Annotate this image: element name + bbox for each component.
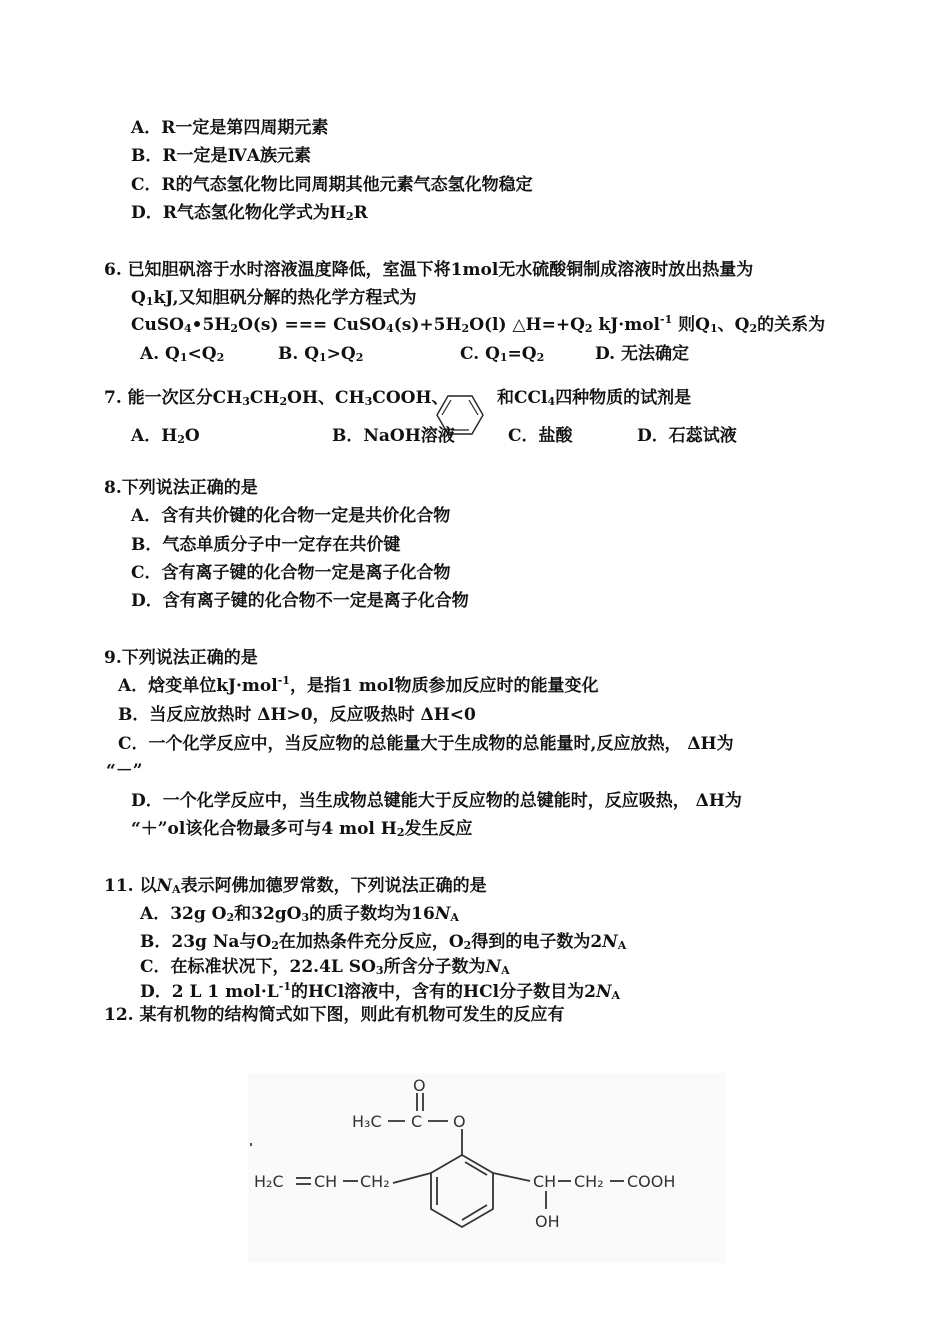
stray-mark <box>250 1143 252 1146</box>
q9-option-a: A．焓变单位kJ·mol$^{-1}$，是指1 mol物质参加反应时的能量变化 <box>118 674 599 696</box>
structure-o-ester: O <box>453 1112 466 1131</box>
q7-stem: 7. 能一次区分$CH_3CH_2OH$、$CH_3COOH$、 <box>104 388 449 408</box>
q7-option-d: D．石蕊试液 <box>637 426 737 446</box>
q6-stem-line1: 6. 已知胆矾溶于水时溶液温度降低，室温下将1mol无水硫酸铜制成溶液时放出热量为 <box>104 260 754 280</box>
q8-option-b: B．气态单质分子中一定存在共价键 <box>131 535 401 555</box>
q5-option-d: D．R气态氢化物化学式为$H_2R$ <box>131 203 368 223</box>
structure-ch-right: CH <box>533 1172 557 1191</box>
structure-oh: OH <box>535 1212 560 1231</box>
q9-option-d-line1: D．一个化学反应中，当生成物总键能大于反应物的总键能时，反应吸热， ΔH为 <box>131 791 742 811</box>
q9-option-c-line2: “－” <box>106 761 143 781</box>
q7-stem-end: 和CCl$_4$四种物质的试剂是 <box>497 388 692 408</box>
q12-stem: 12. 某有机物的结构简式如下图，则此有机物可发生的反应有 <box>104 1005 565 1025</box>
q6-option-c: C. $Q_1=Q_2$ <box>460 344 545 364</box>
structure-h2c: H₂C <box>254 1172 284 1191</box>
q7-option-b: B．NaOH溶液 <box>332 426 455 446</box>
q6-equation: $CuSO_4•5H_2O(s)$ === $CuSO_4(s)+5H_2O(l)$ $\triangle H=+Q_2$ kJ·mol$^{-1}$ 则$Q_1$、$Q_2$的关系为 <box>131 313 826 335</box>
q11-stem: 11. 以$N_A$表示阿佛加德罗常数，下列说法正确的是 <box>104 876 487 896</box>
q5-option-a: A．R一定是第四周期元素 <box>131 118 329 138</box>
q8-option-a: A．含有共价键的化合物一定是共价化合物 <box>131 506 451 526</box>
q6-stem-line2: $Q_1kJ$,又知胆矾分解的热化学方程式为 <box>131 288 417 308</box>
q9-stem: 9.下列说法正确的是 <box>104 648 258 668</box>
q11-option-a: A．32g $O_2$和$32gO_3$的质子数均为$16N_A$ <box>140 904 459 924</box>
q6-option-d: D. 无法确定 <box>595 344 689 364</box>
q8-option-d: D．含有离子键的化合物不一定是离子化合物 <box>131 591 469 611</box>
structure-o-top: O <box>413 1076 426 1095</box>
structure-carbonyl-c: C <box>411 1112 423 1131</box>
structure-h3c: H₃C <box>352 1112 382 1131</box>
q11-option-d: D．2 L 1 $mol\cdot L^{-1}$的HCl溶液中，含有的HCl分子数目为$2N_A$ <box>140 980 621 1002</box>
q8-stem: 8.下列说法正确的是 <box>104 478 258 498</box>
q7-option-c: C．盐酸 <box>508 426 573 446</box>
organic-structure-diagram <box>248 1073 726 1263</box>
q6-option-a: A. $Q_1<Q_2$ <box>140 344 225 364</box>
q5-option-c: C．R的气态氢化物比同周期其他元素气态氢化物稳定 <box>131 175 533 195</box>
q8-option-c: C．含有离子键的化合物一定是离子化合物 <box>131 563 451 583</box>
q6-option-b: B. $Q_1>Q_2$ <box>278 344 364 364</box>
structure-ch-left: CH <box>314 1172 338 1191</box>
q7-option-a: A．$H_2O$ <box>131 426 200 446</box>
structure-ch2-right: CH₂ <box>574 1172 604 1191</box>
q11-option-b: B．23g Na与$O_2$在加热条件充分反应，$O_2$得到的电子数为$2N_A$ <box>140 932 627 952</box>
q9-option-b: B．当反应放热时 ΔH>0，反应吸热时 ΔH<0 <box>118 705 476 725</box>
q11-option-c: C．在标准状况下，22.4L $SO_3$所含分子数为$N_A$ <box>140 957 510 977</box>
structure-cooh: COOH <box>627 1172 676 1191</box>
q9-option-d-line2: “＋”ol该化合物最多可与4 mol $H_2$发生反应 <box>131 819 473 839</box>
q9-option-c-line1: C．一个化学反应中，当反应物的总能量大于生成物的总能量时,反应放热， ΔH为 <box>118 734 734 754</box>
structure-ch2-left: CH₂ <box>360 1172 390 1191</box>
q5-option-b: B．R一定是ⅣA族元素 <box>131 146 311 166</box>
